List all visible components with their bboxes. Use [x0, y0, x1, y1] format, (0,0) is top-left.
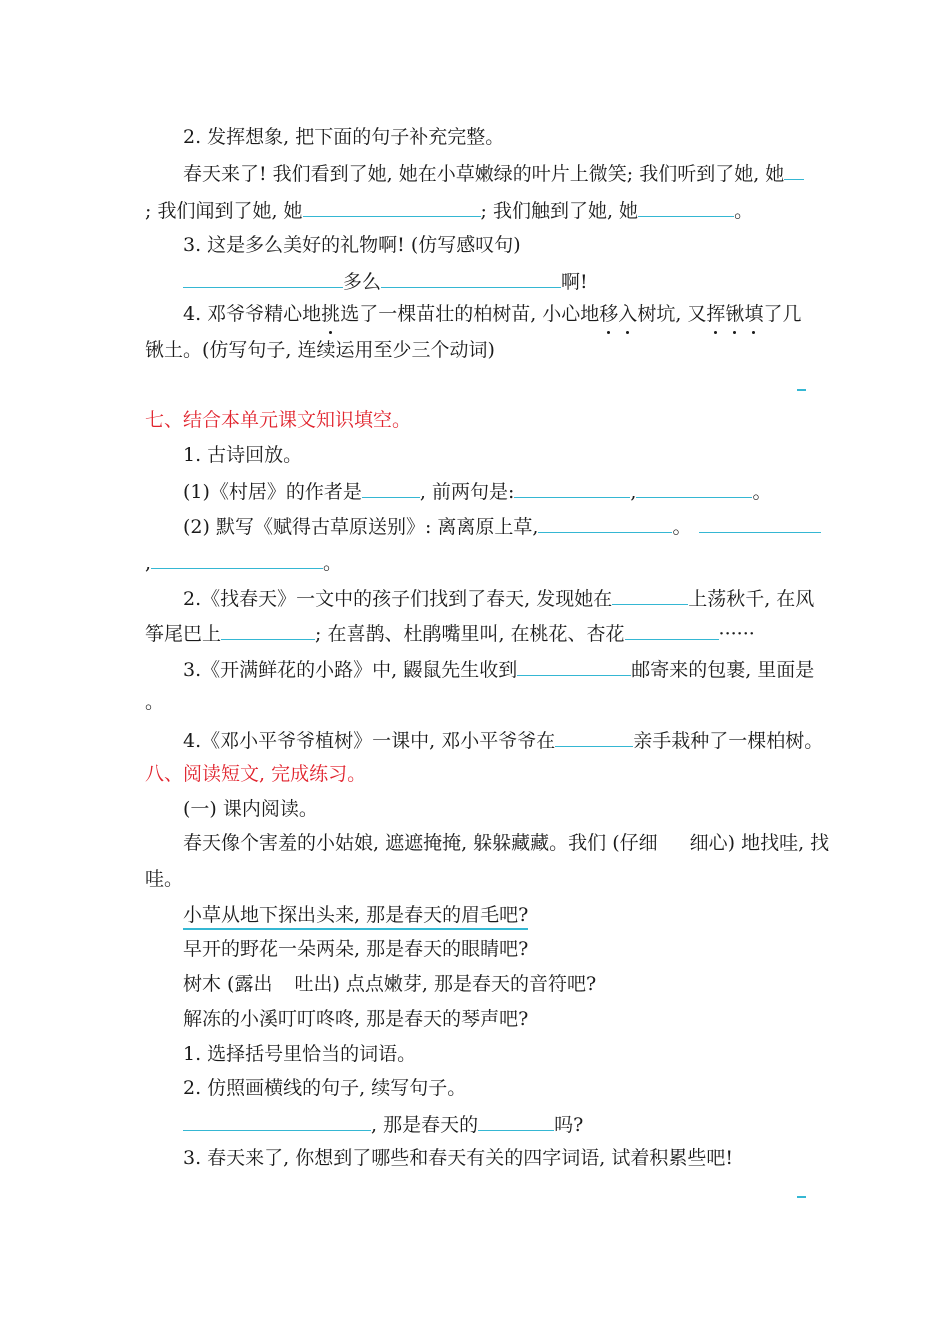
section-8-heading: 八、阅读短文, 完成练习。 — [145, 763, 367, 785]
s7-q1b-text-b: 。 — [672, 516, 692, 538]
s8-q2-answer-line — [183, 1110, 583, 1138]
s8-p4-text-b: 吐出) 点点嫩芽, 那是春天的音符吧? — [294, 973, 597, 995]
s7-q1b-cont — [145, 548, 342, 576]
answer-blank[interactable] — [514, 477, 630, 498]
s8-para-3: 早开的野花一朵两朵, 那是春天的眼睛吧? — [183, 938, 529, 960]
s8-para-5: 解冻的小溪叮叮咚咚, 那是春天的琴声吧? — [183, 1008, 529, 1030]
answer-blank[interactable] — [183, 1110, 371, 1131]
s8-para-1-cont: 哇。 — [145, 868, 184, 890]
q4-text-c: 树坑, 又 — [637, 303, 707, 325]
dotted-verb: 填 — [744, 303, 764, 325]
s7-q2-text-c: 筝尾巴上 — [145, 623, 222, 645]
s8-para-4 — [183, 971, 596, 997]
q2-line-2 — [145, 196, 753, 224]
s7-q1a-text-c: , — [630, 481, 637, 503]
s8-subtitle: (一) 课内阅读。 — [183, 798, 318, 820]
s8-p2-text: 小草从地下探出头来, 那是春天的眉毛吧? — [183, 904, 528, 930]
s7-q3-line-2: 。 — [145, 691, 165, 713]
answer-blank[interactable] — [638, 196, 734, 217]
q3-end: 啊! — [561, 271, 588, 293]
s8-p1-text-a: 春天像个害羞的小姑娘, 遮遮掩掩, 躲躲藏藏。我们 (仔细 — [183, 832, 658, 854]
s8-underlined-sentence — [183, 902, 528, 928]
section-7-heading: 七、结合本单元课文知识填空。 — [145, 409, 412, 431]
s7-q1a-text-d: 。 — [752, 481, 772, 503]
s8-p1-text-b: 细心) 地找哇, 找 — [689, 832, 830, 854]
s7-q1b-text-c: , — [145, 552, 152, 574]
answer-blank[interactable] — [517, 655, 631, 676]
s7-q2-text-d: ; 在喜鹊、杜鹃嘴里叫, 在桃花、杏花 — [315, 623, 625, 645]
answer-blank[interactable] — [151, 548, 323, 569]
q4-line-1 — [183, 301, 801, 327]
q2-text-2c: 。 — [734, 200, 754, 222]
q3-title: 3. 这是多么美好的礼物啊! (仿写感叹句) — [183, 234, 521, 256]
s7-q1b — [183, 512, 821, 540]
q4-line-2: 锹土。(仿写句子, 连续运用至少三个动词) — [145, 339, 495, 361]
dotted-verb: 移 — [599, 303, 619, 325]
q3-mid: 多么 — [343, 271, 382, 293]
answer-blank[interactable] — [538, 512, 672, 533]
answer-blank[interactable] — [183, 267, 343, 288]
answer-blank[interactable] — [303, 196, 481, 217]
s8-q1: 1. 选择括号里恰当的词语。 — [183, 1043, 417, 1065]
dotted-verb: 挑 — [321, 303, 341, 325]
s7-q1b-text-d: 。 — [323, 552, 343, 574]
dotted-verb: 入 — [618, 303, 638, 325]
q2-title: 2. 发挥想象, 把下面的句子补充完整。 — [183, 126, 505, 148]
q2-text-2a: ; 我们闻到了她, 她 — [145, 200, 303, 222]
s7-q1a — [183, 477, 771, 505]
answer-blank[interactable] — [478, 1110, 554, 1131]
q3-line — [183, 267, 588, 295]
answer-blank[interactable] — [381, 267, 561, 288]
s8-q2-text-a: , 那是春天的 — [371, 1114, 479, 1136]
q2-text-1: 春天来了! 我们看到了她, 她在小草嫩绿的叶片上微笑; 我们听到了她, 她 — [183, 163, 785, 185]
answer-blank[interactable] — [699, 512, 821, 533]
answer-blank[interactable] — [636, 477, 752, 498]
answer-dash[interactable] — [797, 389, 806, 391]
answer-dash[interactable] — [797, 1196, 806, 1198]
q2-text-2b: ; 我们触到了她, 她 — [480, 200, 639, 222]
s8-q2-text-b: 吗? — [554, 1114, 584, 1136]
s8-q3: 3. 春天来了, 你想到了哪些和春天有关的四字词语, 试着积累些吧! — [183, 1147, 733, 1169]
s8-q2: 2. 仿照画横线的句子, 续写句子。 — [183, 1077, 467, 1099]
s7-q3-text-b: 邮寄来的包裹, 里面是 — [631, 659, 815, 681]
dotted-verb: 挥 — [706, 303, 726, 325]
dotted-verb: 锹 — [725, 303, 745, 325]
answer-blank[interactable] — [221, 619, 315, 640]
s7-q2-text-e: ······ — [718, 623, 755, 645]
s7-q2-line-1 — [183, 584, 814, 612]
s7-q4-text-a: 4.《邓小平爷爷植树》一课中, 邓小平爷爷在 — [183, 730, 556, 752]
answer-blank[interactable] — [612, 584, 688, 605]
s7-q2-text-b: 上荡秋千, 在风 — [688, 588, 815, 610]
s7-q1-title: 1. 古诗回放。 — [183, 444, 303, 466]
s7-q3-line-1 — [183, 655, 814, 683]
s8-p4-text-a: 树木 (露出 — [183, 973, 273, 995]
s7-q2-text-a: 2.《找春天》一文中的孩子们找到了春天, 发现她在 — [183, 588, 613, 610]
answer-blank[interactable] — [362, 477, 420, 498]
q2-line-1 — [183, 159, 804, 187]
q4-text-b: 选了一棵苗壮的柏树苗, 小心地 — [340, 303, 600, 325]
s7-q3-text-a: 3.《开满鲜花的小路》中, 鼹鼠先生收到 — [183, 659, 518, 681]
q4-text-d: 了几 — [763, 303, 802, 325]
s7-q4 — [183, 726, 823, 754]
s7-q2-line-2 — [145, 619, 755, 647]
answer-blank[interactable] — [784, 159, 804, 180]
s7-q4-text-b: 亲手栽种了一棵柏树。 — [633, 730, 824, 752]
s7-q1b-text-a: (2) 默写《赋得古草原送别》: 离离原上草, — [183, 516, 539, 538]
q4-text-a: 4. 邓爷爷精心地 — [183, 303, 322, 325]
s7-q1a-text-a: (1)《村居》的作者是 — [183, 481, 362, 503]
answer-blank[interactable] — [555, 726, 633, 747]
s8-para-1 — [183, 830, 829, 856]
answer-blank[interactable] — [625, 619, 719, 640]
s7-q1a-text-b: , 前两句是: — [419, 481, 515, 503]
